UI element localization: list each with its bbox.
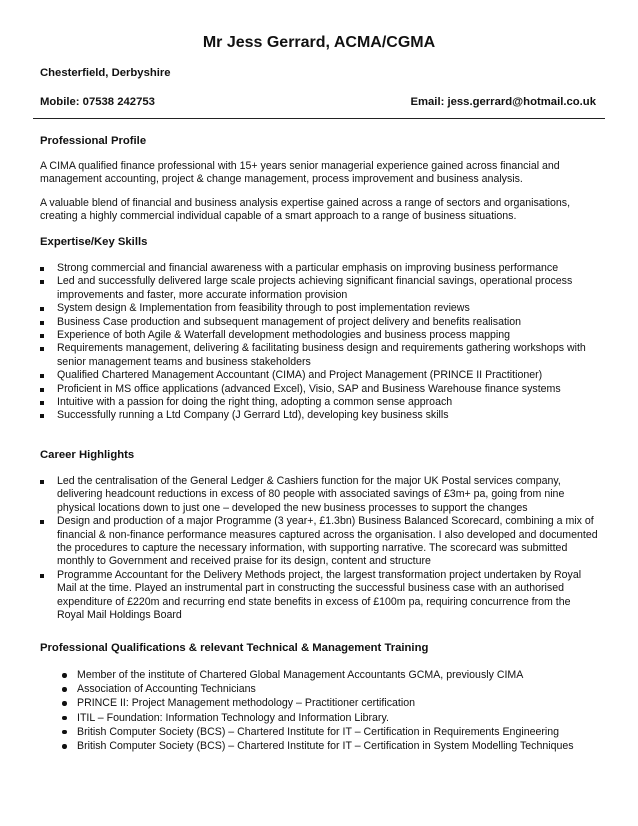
round-bullet-icon xyxy=(62,716,67,721)
list-item: Design and production of a major Programme (3 year+, £1.3bn) Business Balanced Scorecard, combining a mix of financial & non-finance performance measures captured across the organisation. I also developed and documented the procedures to capture the necessary information, with supporting narrative. The scorecard was submitted monthly to Government and received praise for its design, content and structure xyxy=(40,515,600,569)
list-item: Proficient in MS office applications (advanced Excel), Visio, SAP and Business Warehouse finance systems xyxy=(40,383,600,396)
skills-list xyxy=(40,262,600,423)
square-bullet-icon xyxy=(40,321,44,325)
list-item: Member of the institute of Chartered Global Management Accountants GCMA, previously CIMA xyxy=(60,668,605,682)
list-item: System design & Implementation from feasibility through to post implementation reviews xyxy=(40,302,600,315)
square-bullet-icon xyxy=(40,414,44,418)
square-bullet-icon xyxy=(40,388,44,392)
list-item: Qualified Chartered Management Accountant (CIMA) and Project Management (PRINCE II Practitioner) xyxy=(40,369,600,382)
skills-heading: Expertise/Key Skills xyxy=(40,236,148,248)
list-item: Business Case production and subsequent management of project delivery and benefits realisation xyxy=(40,316,600,329)
square-bullet-icon xyxy=(40,280,44,284)
profile-paragraph-1: A CIMA qualified finance professional with 15+ years senior managerial experience gained across financial and management accounting, project & change management, process improvement and business analysis. xyxy=(40,160,560,186)
qualifications-heading: Professional Qualifications & relevant Technical & Management Training xyxy=(40,642,429,654)
list-item: PRINCE II: Project Management methodology – Practitioner certification xyxy=(60,696,605,710)
list-item: Intuitive with a passion for doing the right thing, adopting a common sense approach xyxy=(40,396,600,409)
list-item: ITIL – Foundation: Information Technology and Information Library. xyxy=(60,711,605,725)
square-bullet-icon xyxy=(40,267,44,271)
header-divider xyxy=(33,118,605,119)
square-bullet-icon xyxy=(40,574,44,578)
email-address[interactable]: Email: jess.gerrard@hotmail.co.uk xyxy=(410,96,596,108)
square-bullet-icon xyxy=(40,401,44,405)
candidate-name: Mr Jess Gerrard, ACMA/CGMA xyxy=(202,34,436,51)
list-item: Led and successfully delivered large scale projects achieving significant financial savings, operational process improvements and faster, more accurate information provision xyxy=(40,275,600,302)
list-item: Strong commercial and financial awareness with a particular emphasis on improving business performance xyxy=(40,262,600,275)
square-bullet-icon xyxy=(40,374,44,378)
list-item: Programme Accountant for the Delivery Methods project, the largest transformation project undertaken by Royal Mail at the time. Played an instrumental part in constructing the successful business case with an authorised expenditure of £220m and recurring end state benefits in excess of £100m pa, requiring concurrence from the Royal Mail Holdings Board xyxy=(40,569,600,623)
contact-row xyxy=(40,96,596,109)
round-bullet-icon xyxy=(62,744,67,749)
qualifications-list xyxy=(60,668,605,753)
round-bullet-icon xyxy=(62,730,67,735)
square-bullet-icon xyxy=(40,334,44,338)
list-item: Experience of both Agile & Waterfall development methodologies and business process mapping xyxy=(40,329,600,342)
list-item: British Computer Society (BCS) – Chartered Institute for IT – Certification in System Modelling Techniques xyxy=(60,739,605,753)
list-item: Requirements management, delivering & facilitating business design and requirements gathering workshops with senior management teams and business stakeholders xyxy=(40,342,600,369)
square-bullet-icon xyxy=(40,347,44,351)
profile-paragraph-2: A valuable blend of financial and business analysis expertise gained across a range of sectors and organisations, creating a highly commercial individual capable of a smart approach to a range of business situations. xyxy=(40,197,571,223)
mobile-number: Mobile: 07538 242753 xyxy=(40,96,155,108)
list-item: Successfully running a Ltd Company (J Gerrard Ltd), developing key business skills xyxy=(40,409,600,422)
square-bullet-icon xyxy=(40,480,44,484)
profile-heading: Professional Profile xyxy=(40,135,147,147)
list-item: Association of Accounting Technicians xyxy=(60,682,605,696)
square-bullet-icon xyxy=(40,520,44,524)
candidate-location: Chesterfield, Derbyshire xyxy=(40,67,171,79)
list-item: British Computer Society (BCS) – Chartered Institute for IT – Certification in Requirements Engineering xyxy=(60,725,605,739)
round-bullet-icon xyxy=(62,673,67,678)
round-bullet-icon xyxy=(62,701,67,706)
career-heading: Career Highlights xyxy=(40,449,135,461)
round-bullet-icon xyxy=(62,687,67,692)
list-item: Led the centralisation of the General Ledger & Cashiers function for the major UK Postal services company, delivering headcount reductions in excess of 80 people with associated savings of £3m+ pa, going from nine physical locations down to just one – developed the new business processes to support the changes xyxy=(40,475,600,515)
square-bullet-icon xyxy=(40,307,44,311)
career-list xyxy=(40,475,600,622)
